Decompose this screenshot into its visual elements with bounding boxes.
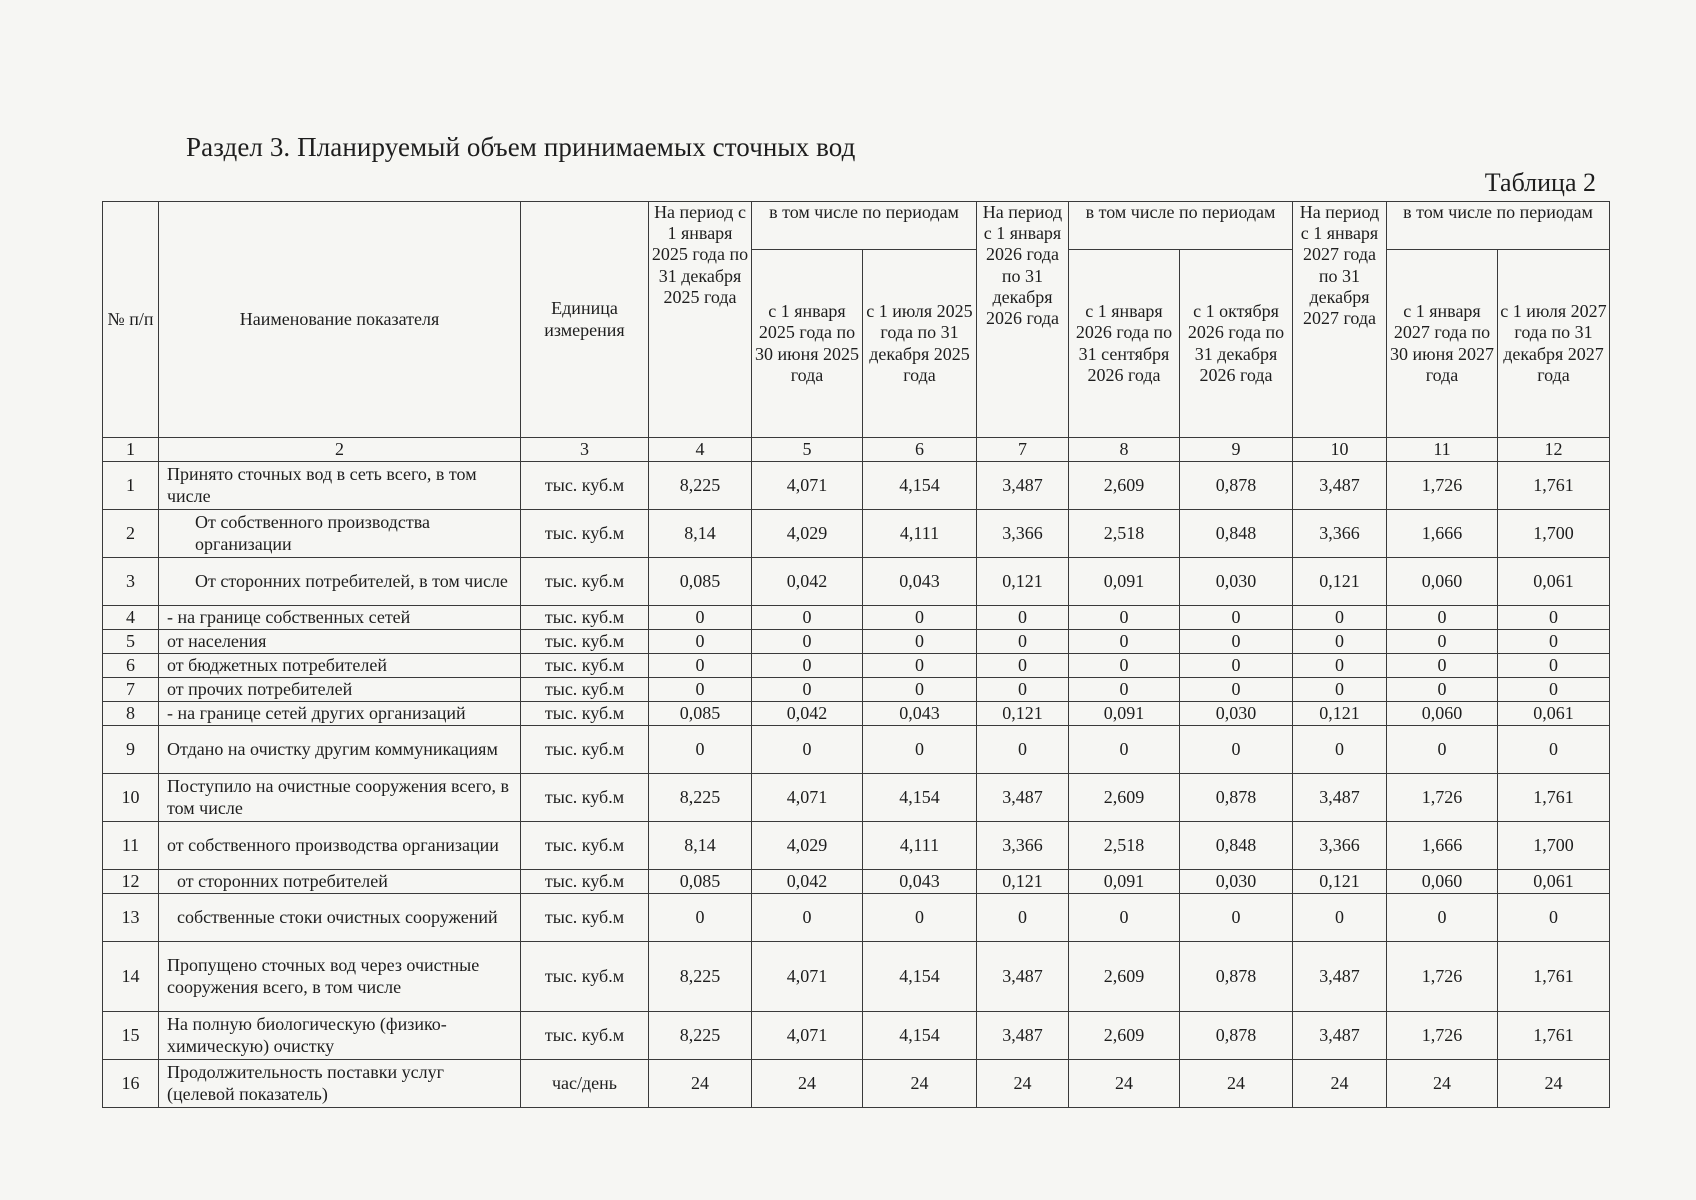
value-cell: 8,225 (649, 942, 752, 1012)
value-cell: 4,111 (863, 822, 977, 870)
value-cell: 0,121 (1293, 558, 1387, 606)
value-cell: 1,761 (1498, 774, 1610, 822)
table-row (103, 654, 1610, 678)
value-cell: 3,366 (1293, 822, 1387, 870)
value-cell: 0,042 (752, 870, 863, 894)
value-cell: 3,487 (1293, 942, 1387, 1012)
value-cell: 1,726 (1387, 942, 1498, 1012)
value-cell: 0,060 (1387, 702, 1498, 726)
value-cell: 0,848 (1180, 510, 1293, 558)
value-cell: 0 (977, 630, 1069, 654)
value-cell: 4,071 (752, 462, 863, 510)
column-number: 5 (752, 438, 863, 462)
value-cell: 0,121 (1293, 870, 1387, 894)
unit-cell: тыс. куб.м (521, 1012, 649, 1060)
table-row (103, 630, 1610, 654)
column-number: 1 (103, 438, 159, 462)
header-2026-a: с 1 января 2026 года по 31 сентября 2026 года (1069, 250, 1180, 438)
value-cell: 0 (863, 654, 977, 678)
value-cell: 0 (1069, 678, 1180, 702)
header-2027-h1: с 1 января 2027 года по 30 июня 2027 года (1387, 250, 1498, 438)
unit-cell: тыс. куб.м (521, 630, 649, 654)
header-2025-h1: с 1 января 2025 года по 30 июня 2025 года (752, 250, 863, 438)
header-2026-b: с 1 октября 2026 года по 31 декабря 2026 года (1180, 250, 1293, 438)
value-cell: 2,518 (1069, 510, 1180, 558)
table-row (103, 462, 1610, 510)
value-cell: 2,609 (1069, 462, 1180, 510)
value-cell: 2,518 (1069, 822, 1180, 870)
row-number: 13 (103, 894, 159, 942)
table-row (103, 510, 1610, 558)
value-cell: 3,366 (977, 510, 1069, 558)
table-row (103, 1060, 1610, 1108)
column-number: 3 (521, 438, 649, 462)
unit-cell: тыс. куб.м (521, 870, 649, 894)
table-row (103, 894, 1610, 942)
value-cell: 0,848 (1180, 822, 1293, 870)
value-cell: 8,225 (649, 1012, 752, 1060)
value-cell: 0,878 (1180, 462, 1293, 510)
value-cell: 3,487 (1293, 774, 1387, 822)
row-number: 2 (103, 510, 159, 558)
value-cell: 3,487 (977, 774, 1069, 822)
value-cell: 0,061 (1498, 870, 1610, 894)
row-number: 10 (103, 774, 159, 822)
value-cell: 0 (1387, 606, 1498, 630)
column-number: 4 (649, 438, 752, 462)
value-cell: 0,878 (1180, 1012, 1293, 1060)
value-cell: 0 (863, 894, 977, 942)
value-cell: 0 (1293, 654, 1387, 678)
value-cell: 0 (1180, 654, 1293, 678)
value-cell: 1,761 (1498, 942, 1610, 1012)
value-cell: 24 (1498, 1060, 1610, 1108)
value-cell: 0,878 (1180, 942, 1293, 1012)
indicator-name: от бюджетных потребителей (159, 654, 521, 678)
value-cell: 0,030 (1180, 870, 1293, 894)
value-cell: 1,726 (1387, 1012, 1498, 1060)
unit-cell: тыс. куб.м (521, 774, 649, 822)
value-cell: 0 (863, 726, 977, 774)
value-cell: 0 (863, 606, 977, 630)
value-cell: 4,071 (752, 942, 863, 1012)
indicator-name: от собственного производства организации (159, 822, 521, 870)
value-cell: 3,366 (977, 822, 1069, 870)
table-row (103, 606, 1610, 630)
column-number: 2 (159, 438, 521, 462)
value-cell: 24 (1387, 1060, 1498, 1108)
value-cell: 24 (977, 1060, 1069, 1108)
value-cell: 4,029 (752, 510, 863, 558)
wastewater-volume-table (102, 201, 1610, 1108)
value-cell: 0 (752, 654, 863, 678)
indicator-name: Отдано на очистку другим коммуникациям (159, 726, 521, 774)
row-number: 14 (103, 942, 159, 1012)
value-cell: 0 (977, 726, 1069, 774)
value-cell: 0 (1180, 726, 1293, 774)
value-cell: 0 (1498, 654, 1610, 678)
value-cell: 0 (1387, 654, 1498, 678)
value-cell: 0,061 (1498, 558, 1610, 606)
value-cell: 4,111 (863, 510, 977, 558)
unit-cell: тыс. куб.м (521, 822, 649, 870)
value-cell: 0 (1387, 630, 1498, 654)
value-cell: 0 (1293, 606, 1387, 630)
value-cell: 24 (1293, 1060, 1387, 1108)
value-cell: 24 (863, 1060, 977, 1108)
value-cell: 0,121 (977, 558, 1069, 606)
column-number: 11 (1387, 438, 1498, 462)
value-cell: 3,487 (977, 462, 1069, 510)
value-cell: 24 (1069, 1060, 1180, 1108)
value-cell: 1,666 (1387, 822, 1498, 870)
indicator-name: от прочих потребителей (159, 678, 521, 702)
unit-cell: тыс. куб.м (521, 702, 649, 726)
indicator-name: - на границе сетей других организаций (159, 702, 521, 726)
row-number: 6 (103, 654, 159, 678)
value-cell: 2,609 (1069, 942, 1180, 1012)
value-cell: 0 (649, 894, 752, 942)
indicator-name: Пропущено сточных вод через очистные сооружения всего, в том числе (159, 942, 521, 1012)
value-cell: 0 (1293, 726, 1387, 774)
value-cell: 0 (863, 678, 977, 702)
column-number: 12 (1498, 438, 1610, 462)
row-number: 5 (103, 630, 159, 654)
table-row (103, 774, 1610, 822)
value-cell: 0,121 (977, 870, 1069, 894)
value-cell: 0,043 (863, 870, 977, 894)
value-cell: 24 (649, 1060, 752, 1108)
value-cell: 0 (752, 726, 863, 774)
value-cell: 2,609 (1069, 1012, 1180, 1060)
value-cell: 0,061 (1498, 702, 1610, 726)
row-number: 4 (103, 606, 159, 630)
value-cell: 0 (1498, 894, 1610, 942)
unit-cell: час/день (521, 1060, 649, 1108)
value-cell: 0,878 (1180, 774, 1293, 822)
value-cell: 0,030 (1180, 558, 1293, 606)
indicator-name: Поступило на очистные сооружения всего, в том числе (159, 774, 521, 822)
value-cell: 0,043 (863, 702, 977, 726)
table-row (103, 870, 1610, 894)
table-caption: Таблица 2 (1484, 168, 1596, 197)
row-number: 9 (103, 726, 159, 774)
value-cell: 0 (1069, 894, 1180, 942)
value-cell: 4,154 (863, 462, 977, 510)
value-cell: 3,366 (1293, 510, 1387, 558)
table-row (103, 558, 1610, 606)
value-cell: 0 (1180, 606, 1293, 630)
value-cell: 0,060 (1387, 870, 1498, 894)
header-2027-h2: с 1 июля 2027 года по 31 декабря 2027 года (1498, 250, 1610, 438)
header-2025-h2: с 1 июля 2025 года по 31 декабря 2025 года (863, 250, 977, 438)
row-number: 11 (103, 822, 159, 870)
header-2027-total: На период с 1 января 2027 года по 31 декабря 2027 года (1293, 202, 1387, 438)
value-cell: 0 (752, 606, 863, 630)
value-cell: 0 (1498, 726, 1610, 774)
value-cell: 0 (1069, 630, 1180, 654)
column-number: 7 (977, 438, 1069, 462)
value-cell: 3,487 (1293, 1012, 1387, 1060)
value-cell: 2,609 (1069, 774, 1180, 822)
value-cell: 1,726 (1387, 462, 1498, 510)
header-2026-total: На период с 1 января 2026 года по 31 декабря 2026 года (977, 202, 1069, 438)
value-cell: 0 (649, 654, 752, 678)
value-cell: 0 (649, 630, 752, 654)
header-num: № п/п (103, 202, 159, 438)
table-row (103, 702, 1610, 726)
value-cell: 0 (1180, 894, 1293, 942)
row-number: 1 (103, 462, 159, 510)
document-title: Раздел 3. Планируемый объем принимаемых сточных вод (186, 132, 856, 162)
column-number: 10 (1293, 438, 1387, 462)
value-cell: 0 (1387, 726, 1498, 774)
value-cell: 0 (1069, 606, 1180, 630)
table-row (103, 942, 1610, 1012)
value-cell: 0,030 (1180, 702, 1293, 726)
value-cell: 0 (1069, 726, 1180, 774)
value-cell: 4,029 (752, 822, 863, 870)
row-number: 16 (103, 1060, 159, 1108)
value-cell: 0 (1387, 678, 1498, 702)
header-2027-group: в том числе по периодам (1387, 202, 1610, 250)
value-cell: 0,121 (977, 702, 1069, 726)
value-cell: 1,726 (1387, 774, 1498, 822)
value-cell: 1,700 (1498, 510, 1610, 558)
value-cell: 1,700 (1498, 822, 1610, 870)
value-cell: 0,042 (752, 702, 863, 726)
value-cell: 0,091 (1069, 870, 1180, 894)
value-cell: 0 (752, 678, 863, 702)
value-cell: 0 (1387, 894, 1498, 942)
value-cell: 0,060 (1387, 558, 1498, 606)
value-cell: 0,091 (1069, 558, 1180, 606)
indicator-name: от населения (159, 630, 521, 654)
value-cell: 0 (649, 606, 752, 630)
value-cell: 0,085 (649, 870, 752, 894)
unit-cell: тыс. куб.м (521, 942, 649, 1012)
value-cell: 0 (977, 654, 1069, 678)
unit-cell: тыс. куб.м (521, 606, 649, 630)
indicator-name: собственные стоки очистных сооружений (159, 894, 521, 942)
value-cell: 0 (1293, 894, 1387, 942)
value-cell: 0 (1069, 654, 1180, 678)
unit-cell: тыс. куб.м (521, 462, 649, 510)
value-cell: 0 (977, 606, 1069, 630)
value-cell: 4,154 (863, 1012, 977, 1060)
value-cell: 4,071 (752, 1012, 863, 1060)
table-row (103, 678, 1610, 702)
column-number: 8 (1069, 438, 1180, 462)
column-number-row (103, 438, 1610, 462)
header-row-top (103, 202, 1610, 250)
value-cell: 0 (752, 630, 863, 654)
value-cell: 4,154 (863, 942, 977, 1012)
value-cell: 0,043 (863, 558, 977, 606)
indicator-name: От сторонних потребителей, в том числе (159, 558, 521, 606)
unit-cell: тыс. куб.м (521, 726, 649, 774)
value-cell: 0 (649, 678, 752, 702)
value-cell: 24 (1180, 1060, 1293, 1108)
value-cell: 0 (1180, 630, 1293, 654)
value-cell: 3,487 (977, 942, 1069, 1012)
indicator-name: от сторонних потребителей (159, 870, 521, 894)
header-2025-total: На период с 1 января 2025 года по 31 декабря 2025 года (649, 202, 752, 438)
row-number: 12 (103, 870, 159, 894)
row-number: 7 (103, 678, 159, 702)
unit-cell: тыс. куб.м (521, 510, 649, 558)
value-cell: 8,225 (649, 774, 752, 822)
value-cell: 0 (977, 678, 1069, 702)
value-cell: 0 (1293, 630, 1387, 654)
value-cell: 4,071 (752, 774, 863, 822)
unit-cell: тыс. куб.м (521, 894, 649, 942)
row-number: 15 (103, 1012, 159, 1060)
value-cell: 0 (752, 894, 863, 942)
row-number: 8 (103, 702, 159, 726)
header-2025-group: в том числе по периодам (752, 202, 977, 250)
unit-cell: тыс. куб.м (521, 678, 649, 702)
value-cell: 1,761 (1498, 462, 1610, 510)
value-cell: 1,761 (1498, 1012, 1610, 1060)
indicator-name: Продолжительность поставки услуг (целевой показатель) (159, 1060, 521, 1108)
value-cell: 0 (977, 894, 1069, 942)
row-number: 3 (103, 558, 159, 606)
value-cell: 0,121 (1293, 702, 1387, 726)
value-cell: 0 (1498, 630, 1610, 654)
column-number: 9 (1180, 438, 1293, 462)
value-cell: 8,225 (649, 462, 752, 510)
table-row (103, 822, 1610, 870)
value-cell: 3,487 (977, 1012, 1069, 1060)
header-2026-group: в том числе по периодам (1069, 202, 1293, 250)
indicator-name: На полную биологическую (физико-химическую) очистку (159, 1012, 521, 1060)
value-cell: 8,14 (649, 822, 752, 870)
unit-cell: тыс. куб.м (521, 654, 649, 678)
value-cell: 3,487 (1293, 462, 1387, 510)
value-cell: 0 (1180, 678, 1293, 702)
table-row (103, 726, 1610, 774)
indicator-name: Принято сточных вод в сеть всего, в том числе (159, 462, 521, 510)
table-row (103, 1012, 1610, 1060)
value-cell: 0,085 (649, 558, 752, 606)
value-cell: 24 (752, 1060, 863, 1108)
header-name: Наименование показателя (159, 202, 521, 438)
indicator-name: - на границе собственных сетей (159, 606, 521, 630)
header-unit: Единица измерения (521, 202, 649, 438)
value-cell: 1,666 (1387, 510, 1498, 558)
value-cell: 4,154 (863, 774, 977, 822)
value-cell: 0 (1498, 606, 1610, 630)
indicator-name: От собственного производства организации (159, 510, 521, 558)
unit-cell: тыс. куб.м (521, 558, 649, 606)
value-cell: 0 (863, 630, 977, 654)
value-cell: 0 (649, 726, 752, 774)
value-cell: 8,14 (649, 510, 752, 558)
value-cell: 0 (1498, 678, 1610, 702)
value-cell: 0,085 (649, 702, 752, 726)
column-number: 6 (863, 438, 977, 462)
value-cell: 0,091 (1069, 702, 1180, 726)
value-cell: 0 (1293, 678, 1387, 702)
value-cell: 0,042 (752, 558, 863, 606)
